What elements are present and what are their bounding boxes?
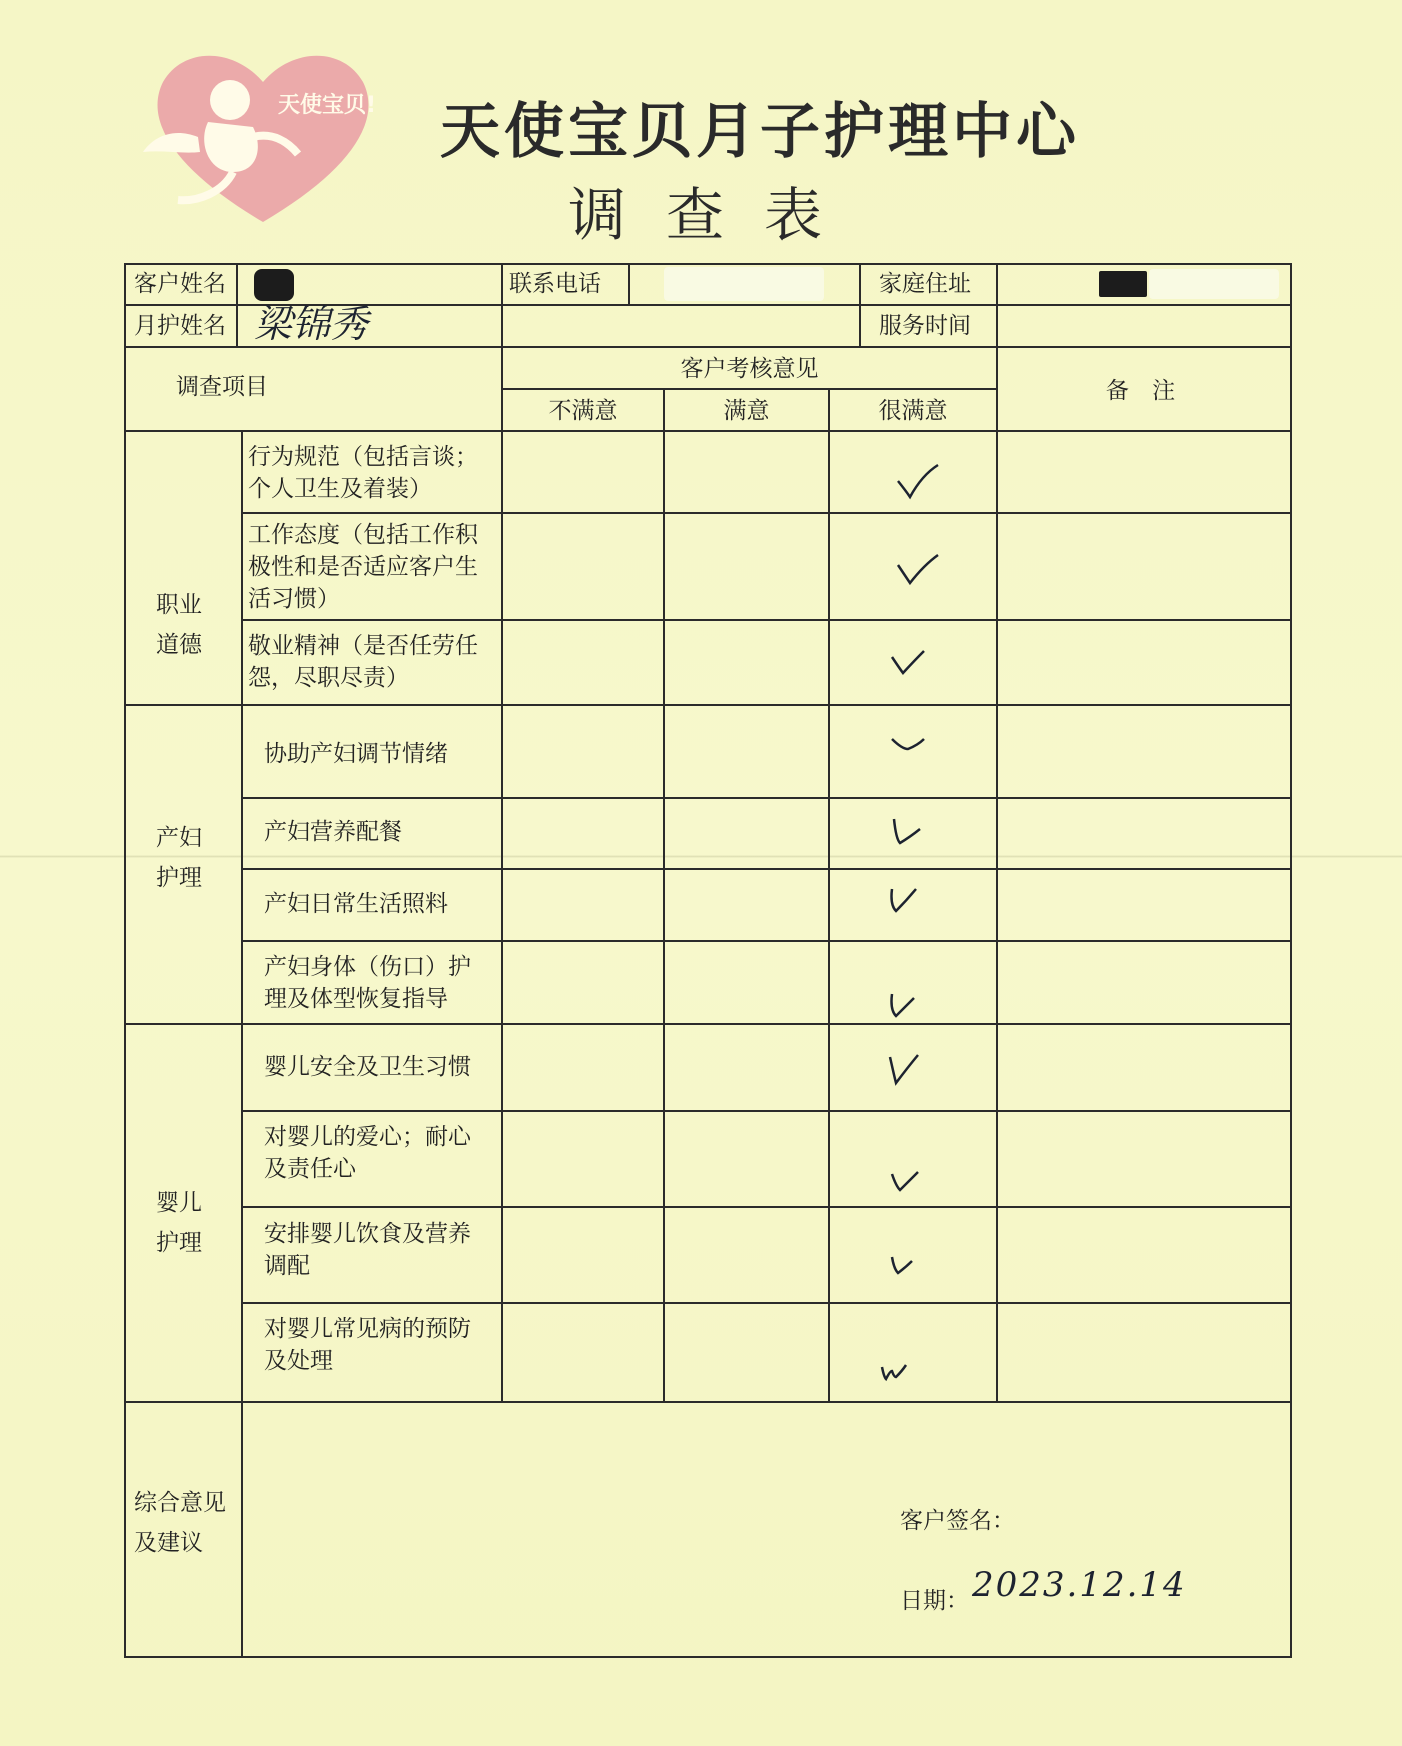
document-subtitle: 调查表 — [567, 181, 862, 249]
check-mark-icon[interactable] — [886, 1168, 926, 1196]
group-label-line: 职业 — [156, 592, 202, 618]
summary-label — [134, 1483, 226, 1563]
item-nutrition: 产妇营养配餐 — [264, 819, 402, 845]
item-behavior — [248, 441, 478, 505]
client-name-label: 客户姓名 — [134, 271, 226, 297]
item-line: 及处理 — [264, 1348, 333, 1374]
opinion-header: 客户考核意见 — [680, 356, 819, 382]
check-mark-icon[interactable] — [894, 551, 944, 591]
group-label-line: 护理 — [156, 865, 202, 891]
nurse-name-label: 月护姓名 — [134, 313, 226, 339]
item-line: 极性和是否适应客户生 — [248, 554, 478, 580]
service-time-label: 服务时间 — [879, 313, 971, 339]
col-very-satisfied: 很满意 — [878, 398, 948, 424]
item-line: 工作态度（包括工作积 — [248, 522, 478, 548]
group-label-line: 道德 — [156, 632, 202, 658]
redacted-address — [1099, 271, 1147, 297]
item-line: 调配 — [264, 1253, 310, 1279]
redacted-phone — [664, 267, 824, 301]
check-mark-icon[interactable] — [884, 988, 924, 1022]
angel-heart-logo — [138, 42, 388, 232]
summary-label-line: 及建议 — [134, 1530, 203, 1556]
item-dedication — [248, 630, 478, 694]
item-line: 及责任心 — [264, 1156, 356, 1182]
item-line: 行为规范（包括言谈； — [248, 444, 478, 470]
item-line: 活习惯） — [248, 586, 340, 612]
check-mark-icon[interactable] — [888, 733, 932, 757]
address-label: 家庭住址 — [879, 271, 971, 297]
col-dissatisfied: 不满意 — [548, 398, 618, 424]
item-infant-love — [264, 1121, 471, 1185]
item-attitude — [248, 519, 478, 615]
item-infant-illness — [264, 1313, 471, 1377]
survey-item-header: 调查项目 — [176, 374, 268, 400]
group-label-line: 护理 — [156, 1230, 202, 1256]
item-line: 个人卫生及着装） — [248, 476, 432, 502]
item-line: 敬业精神（是否任劳任 — [248, 633, 478, 659]
item-line: 对婴儿常见病的预防 — [264, 1316, 471, 1342]
redacted-address-blur — [1149, 269, 1279, 299]
check-mark-icon[interactable] — [884, 1053, 928, 1087]
item-line: 理及体型恢复指导 — [264, 986, 448, 1012]
item-line: 对婴儿的爱心；耐心 — [264, 1124, 471, 1150]
item-line: 怨，尽职尽责） — [248, 665, 409, 691]
check-mark-icon[interactable] — [884, 883, 924, 917]
nurse-name-value: 梁锦秀 — [254, 302, 369, 346]
item-infant-safety: 婴儿安全及卫生习惯 — [264, 1054, 471, 1080]
item-body-recovery — [264, 951, 471, 1015]
summary-label-line: 综合意见 — [134, 1490, 226, 1516]
item-infant-diet — [264, 1218, 471, 1282]
group-label-infant-care — [156, 1183, 202, 1263]
remark-header: 备 注 — [1105, 378, 1184, 404]
group-label-maternal-care — [156, 818, 202, 898]
check-mark-icon[interactable] — [888, 647, 932, 679]
group-label-line: 产妇 — [156, 825, 202, 851]
item-mood: 协助产妇调节情绪 — [264, 741, 448, 767]
item-line: 安排婴儿饮食及营养 — [264, 1221, 471, 1247]
col-satisfied: 满意 — [723, 398, 770, 424]
group-label-line: 婴儿 — [156, 1190, 202, 1216]
check-mark-icon[interactable] — [888, 815, 928, 849]
check-mark-icon[interactable] — [876, 1361, 912, 1385]
logo-text: 天使宝贝! — [278, 93, 377, 118]
group-label-professional-ethics — [156, 585, 202, 665]
survey-form — [124, 263, 1292, 1658]
phone-label: 联系电话 — [509, 271, 601, 297]
check-mark-icon[interactable] — [886, 1253, 922, 1279]
signature-label: 客户签名： — [900, 1508, 1015, 1534]
date-value: 2023.12.14 — [972, 1565, 1187, 1605]
document-title: 天使宝贝月子护理中心 — [440, 97, 1080, 167]
item-daily-care: 产妇日常生活照料 — [264, 891, 448, 917]
check-mark-icon[interactable] — [894, 463, 944, 503]
date-label: 日期： — [900, 1588, 969, 1614]
item-line: 产妇身体（伤口）护 — [264, 954, 471, 980]
